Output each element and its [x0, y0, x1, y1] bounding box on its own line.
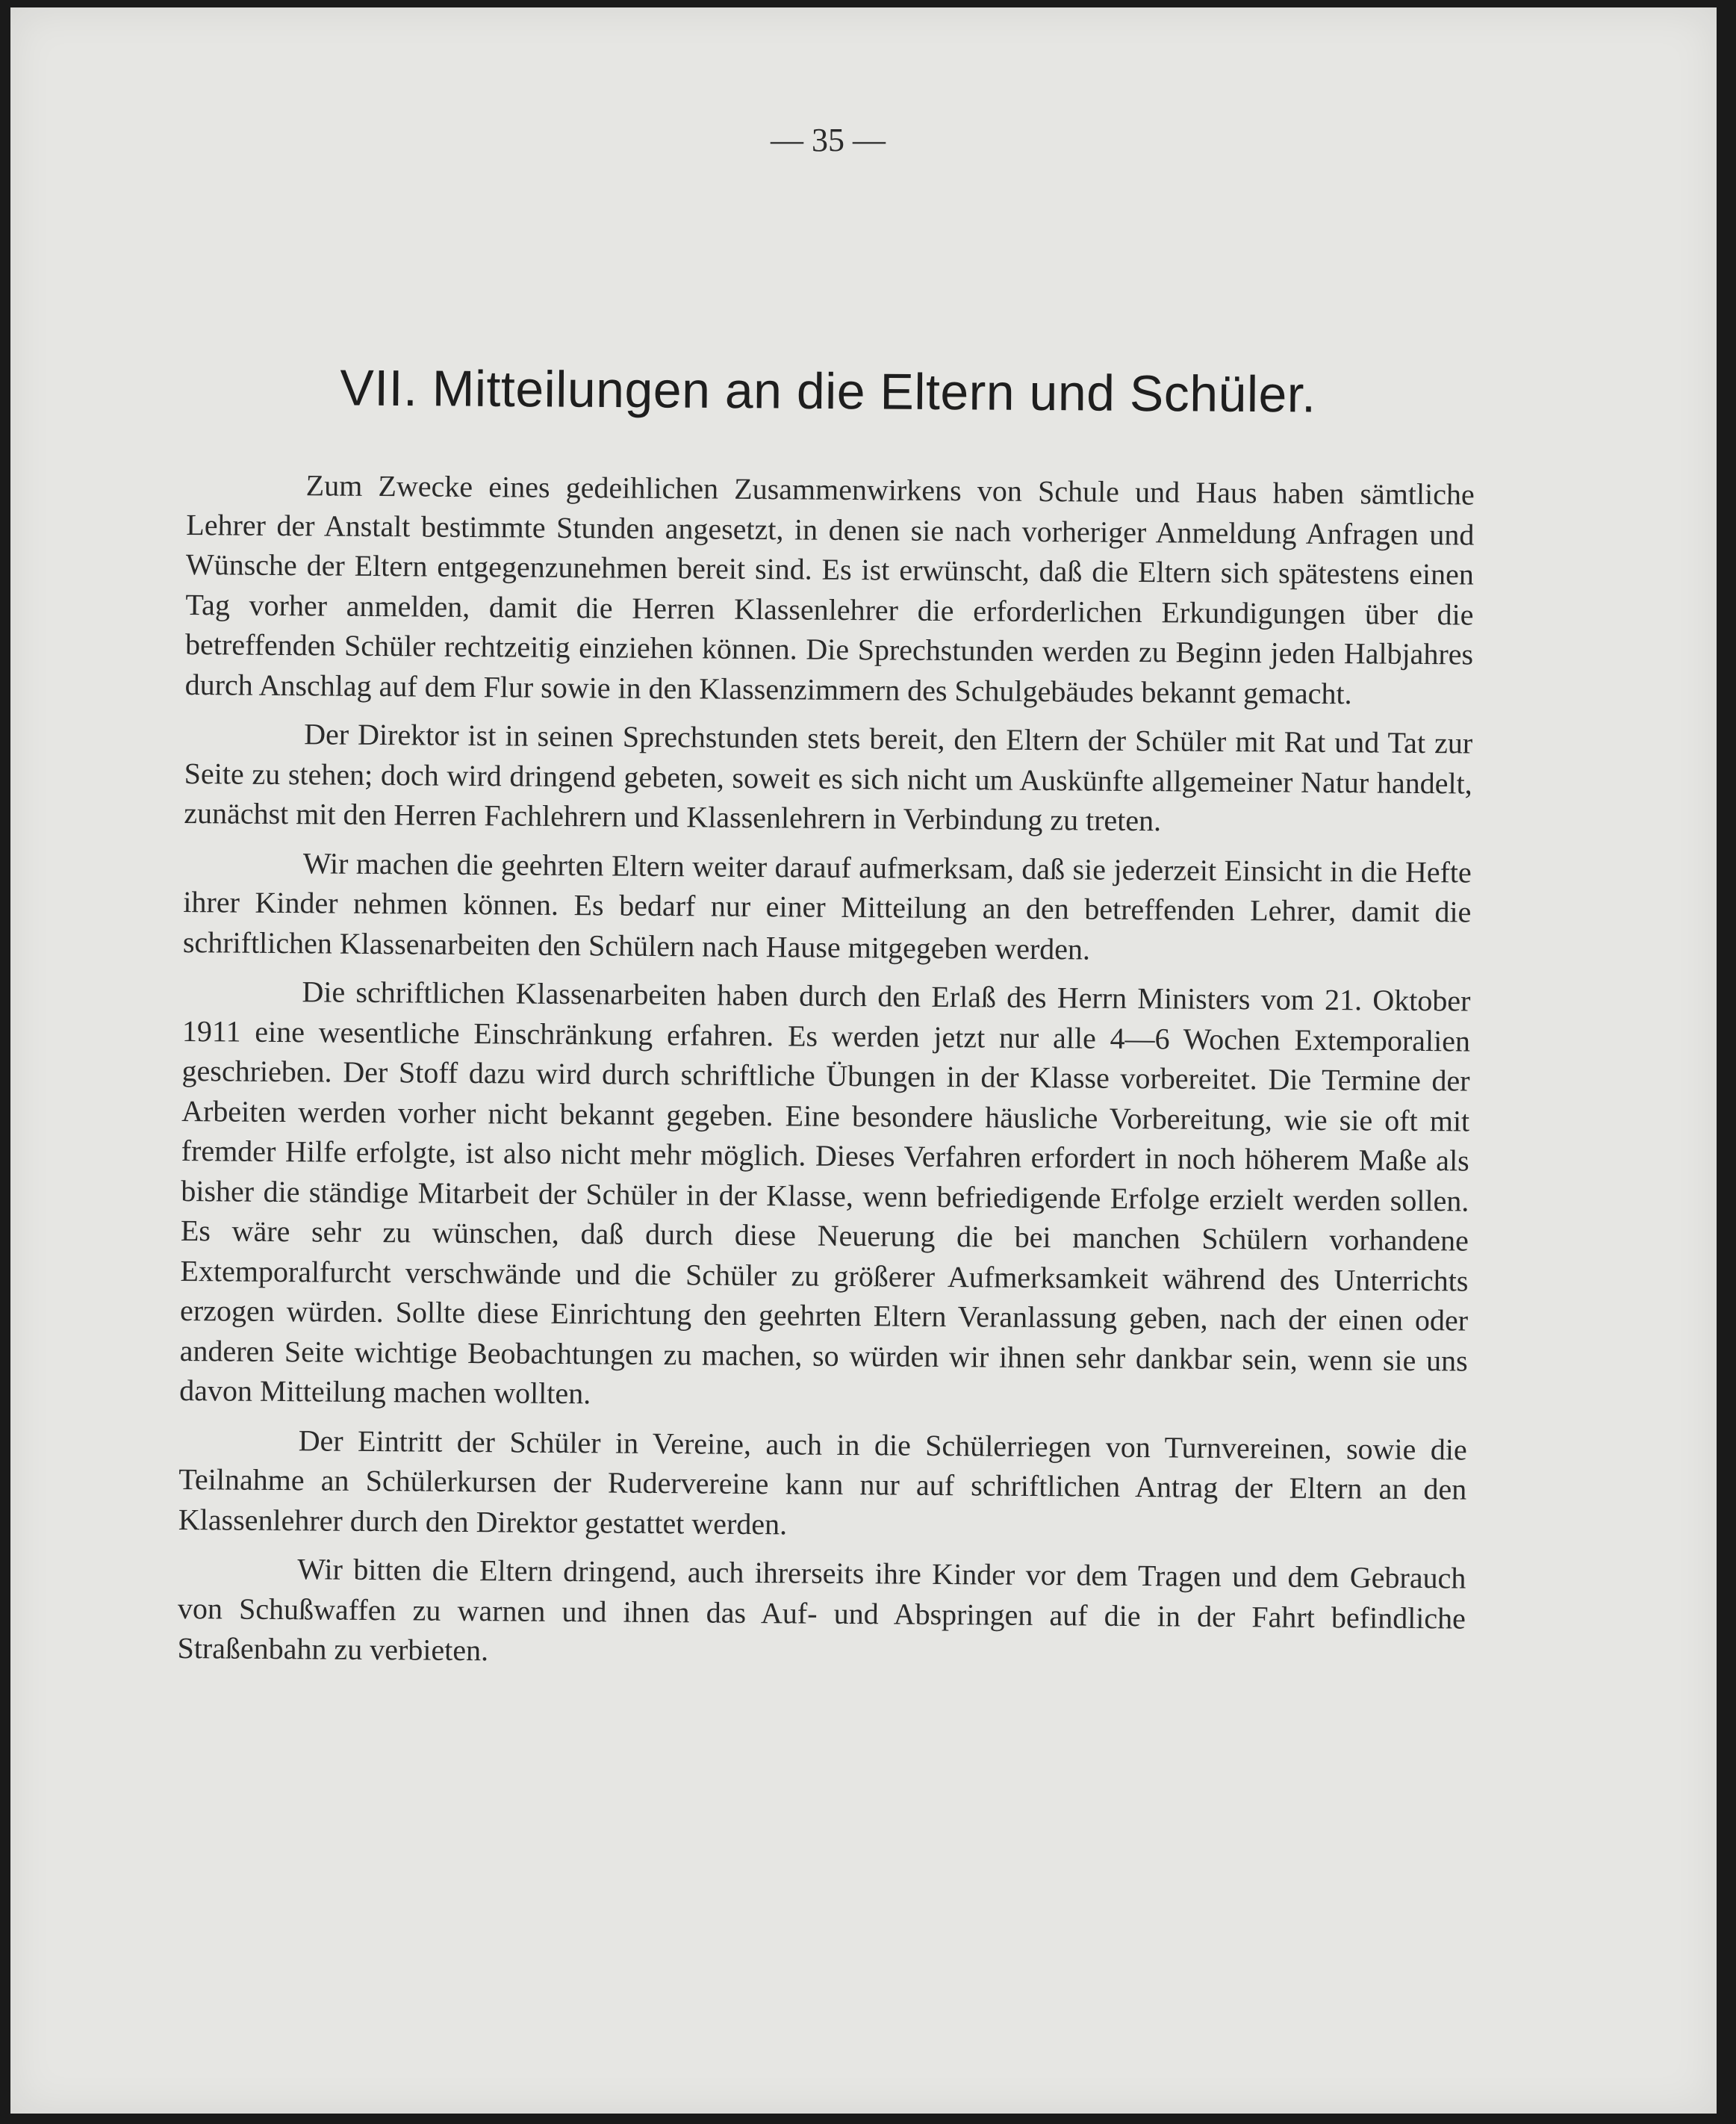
- paragraph-office-hours: Zum Zwecke eines gedeihlichen Zusammenwirkens von Schule und Haus haben sämtliche Lehrer der Anstalt bestimmte Stunden angesetzt, in denen sie nach vorheriger Anmeldung Anfragen und Wünsche der Eltern entgegenzunehmen bereit sind. Es ist erwünscht, daß die Eltern sich spätestens einen Tag vorher anmelden, damit die Herren Klassenlehrer die erforderlichen Erkundigungen über die betreffenden Schüler rechtzeitig einziehen können. Die Sprechstunden werden zu Beginn jeden Halbjahres durch Anschlag auf dem Flur sowie in den Klassenzimmern des Schulgebäudes bekannt gemacht.: [184, 468, 1475, 710]
- paragraph-firearms-tram: Wir bitten die Eltern dringend, auch ihrerseits ihre Kinder vor dem Tragen und dem Gebrauch von Schußwaffen zu warnen und ihnen das Auf- und Abspringen auf die in der Fahrt befindliche Straßenbahn zu verbieten.: [177, 1552, 1466, 1668]
- page-number: — 35 —: [771, 122, 886, 158]
- paragraph-director: Der Direktor ist in seinen Sprechstunden stets bereit, den Eltern der Schüler mit Rat und Tat zur Seite zu stehen; doch wird dringend gebeten, soweit es sich nicht um Auskünfte allgemeiner Natur handelt, zunächst mit den Herren Fachlehrern und Klassenlehrern in Verbindung zu treten.: [184, 717, 1473, 838]
- paragraph-clubs: Der Eintritt der Schüler in Vereine, auch in die Schülerriegen von Turnvereinen, sowie die Teilnahme an Schülerkursen der Rudervereine kann nur auf schriftlichen Antrag der Eltern an den Klassenlehrer durch den Direktor gestattet werden.: [178, 1423, 1467, 1541]
- section-heading: VII. Mitteilungen an die Eltern und Schüler.: [340, 359, 1316, 423]
- paragraph-class-work: Die schriftlichen Klassenarbeiten haben durch den Erlaß des Herrn Ministers vom 21. Oktober 1911 eine wesentliche Einschränkung erfahren. Es werden jetzt nur alle 4—6 Wochen Extemporalien geschrieben. Der Stoff dazu wird durch schriftliche Übungen in der Klasse vorbereitet. Die Termine der Arbeiten werden vorher nicht bekannt gegeben. Eine besondere häusliche Vorbereitung, wie sie oft mit fremder Hilfe erfolgte, ist also nicht mehr möglich. Dieses Verfahren erfordert in noch höherem Maße als bisher die ständige Mitarbeit der Schüler in der Klasse, wenn befriedigende Erfolge erzielt werden sollen. Es wäre sehr zu wünschen, daß durch diese Neuerung die bei manchen Schülern vorhandene Extemporalfurcht verschwände und die Schüler zu größerer Aufmerksamkeit während des Unterrichts erzogen würden. Sollte diese Einrichtung den geehrten Eltern Veranlassung geben, nach der einen oder anderen Seite wichtige Beobachtungen zu machen, so würden wir ihnen sehr dankbar sein, wenn sie uns davon Mitteilung machen wollten.: [179, 975, 1471, 1411]
- paragraph-notebooks: Wir machen die geehrten Eltern weiter darauf aufmerksam, daß sie jederzeit Einsicht in die Hefte ihrer Kinder nehmen können. Es bedarf nur einer Mitteilung an den betreffenden Lehrer, damit die schriftlichen Klassenarbeiten den Schülern nach Hause mitgegeben werden.: [182, 845, 1472, 966]
- document-page: [10, 7, 1717, 2114]
- body-text: [177, 465, 1475, 1687]
